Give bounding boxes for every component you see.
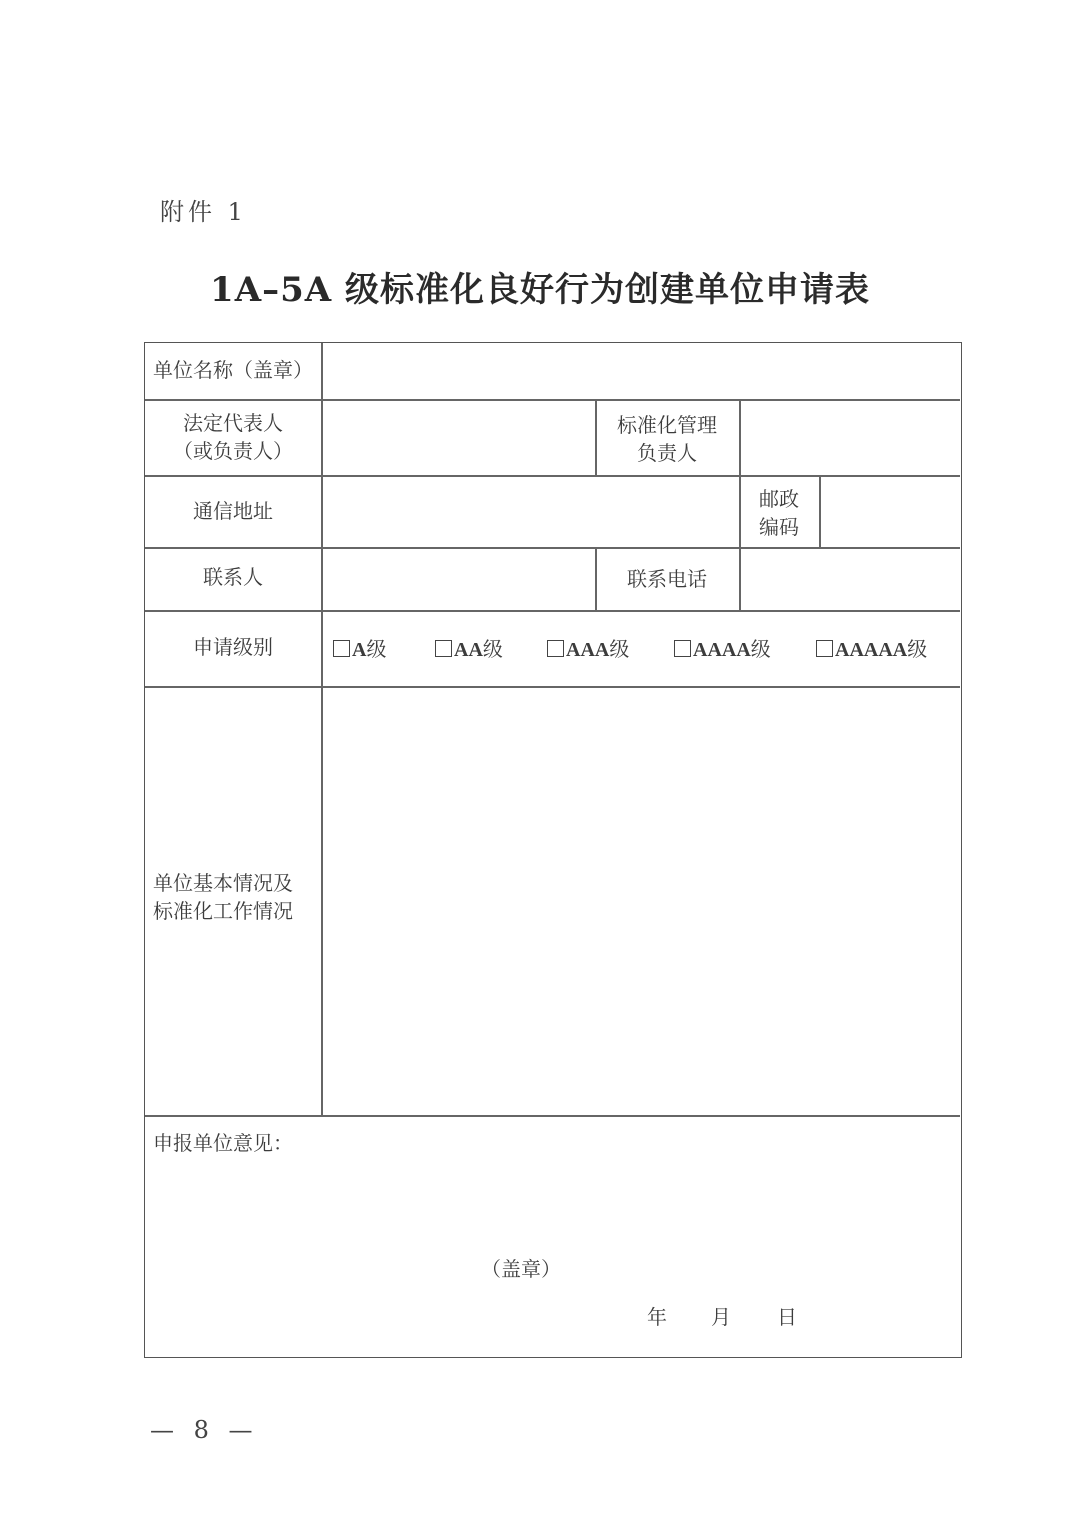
level-suffix: 级 — [750, 637, 771, 661]
std-manager-label — [595, 411, 739, 467]
legal-rep-label — [145, 409, 321, 465]
std-manager-input[interactable] — [741, 401, 959, 474]
attachment-label: 附件 1 — [160, 198, 247, 226]
date-day: 日 — [777, 1305, 797, 1329]
std-manager-label-line2: 负责人 — [637, 441, 697, 465]
postcode-input[interactable] — [821, 477, 959, 546]
checkbox-icon[interactable] — [816, 640, 833, 657]
level-option-aaaaa[interactable] — [816, 635, 927, 664]
basic-info-label-line1: 单位基本情况及 — [153, 871, 293, 895]
legal-rep-label-line2: （或负责人） — [173, 439, 293, 463]
unit-name-label: 单位名称（盖章） — [153, 358, 313, 382]
contact-label: 联系人 — [203, 565, 263, 589]
opinion-label: 申报单位意见： — [153, 1131, 293, 1155]
basic-info-label-line2: 标准化工作情况 — [153, 899, 293, 923]
legal-rep-input[interactable] — [323, 401, 594, 474]
form-title: 1A–5A 级标准化良好行为创建单位申请表 — [210, 270, 870, 310]
address-input[interactable] — [323, 477, 738, 546]
level-option-a[interactable] — [333, 635, 386, 664]
level-option-aaaa[interactable] — [674, 635, 771, 664]
level-suffix: 级 — [907, 637, 928, 661]
level-code: AAAA — [693, 639, 751, 661]
postcode-label-line1: 邮政 — [759, 487, 799, 511]
unit-name-input[interactable] — [323, 343, 959, 398]
level-suffix: 级 — [482, 637, 503, 661]
checkbox-icon[interactable] — [333, 640, 350, 657]
row-divider — [145, 610, 960, 612]
checkbox-icon[interactable] — [435, 640, 452, 657]
date-year: 年 — [647, 1305, 667, 1329]
level-code: AA — [454, 639, 483, 661]
postcode-label-line2: 编码 — [759, 515, 799, 539]
phone-label: 联系电话 — [627, 567, 707, 591]
level-suffix: 级 — [609, 637, 630, 661]
level-code: AAA — [566, 639, 610, 661]
basic-info-textarea[interactable] — [323, 688, 959, 1114]
level-option-aa[interactable] — [435, 635, 503, 664]
level-code: A — [352, 639, 367, 661]
page-number: — 8 — — [150, 1416, 259, 1444]
date-month: 月 — [711, 1305, 731, 1329]
checkbox-icon[interactable] — [674, 640, 691, 657]
contact-input[interactable] — [323, 549, 594, 609]
level-label: 申请级别 — [193, 635, 273, 659]
basic-info-label — [153, 869, 319, 925]
application-form — [144, 342, 962, 1358]
level-code: AAAAA — [835, 639, 908, 661]
std-manager-label-line1: 标准化管理 — [617, 413, 717, 437]
seal-label: （盖章） — [481, 1257, 561, 1281]
address-label: 通信地址 — [193, 499, 273, 523]
legal-rep-label-line1: 法定代表人 — [183, 411, 283, 435]
postcode-label — [739, 485, 819, 541]
level-option-aaa[interactable] — [547, 635, 629, 664]
level-suffix: 级 — [366, 637, 387, 661]
phone-input[interactable] — [741, 549, 959, 609]
checkbox-icon[interactable] — [547, 640, 564, 657]
